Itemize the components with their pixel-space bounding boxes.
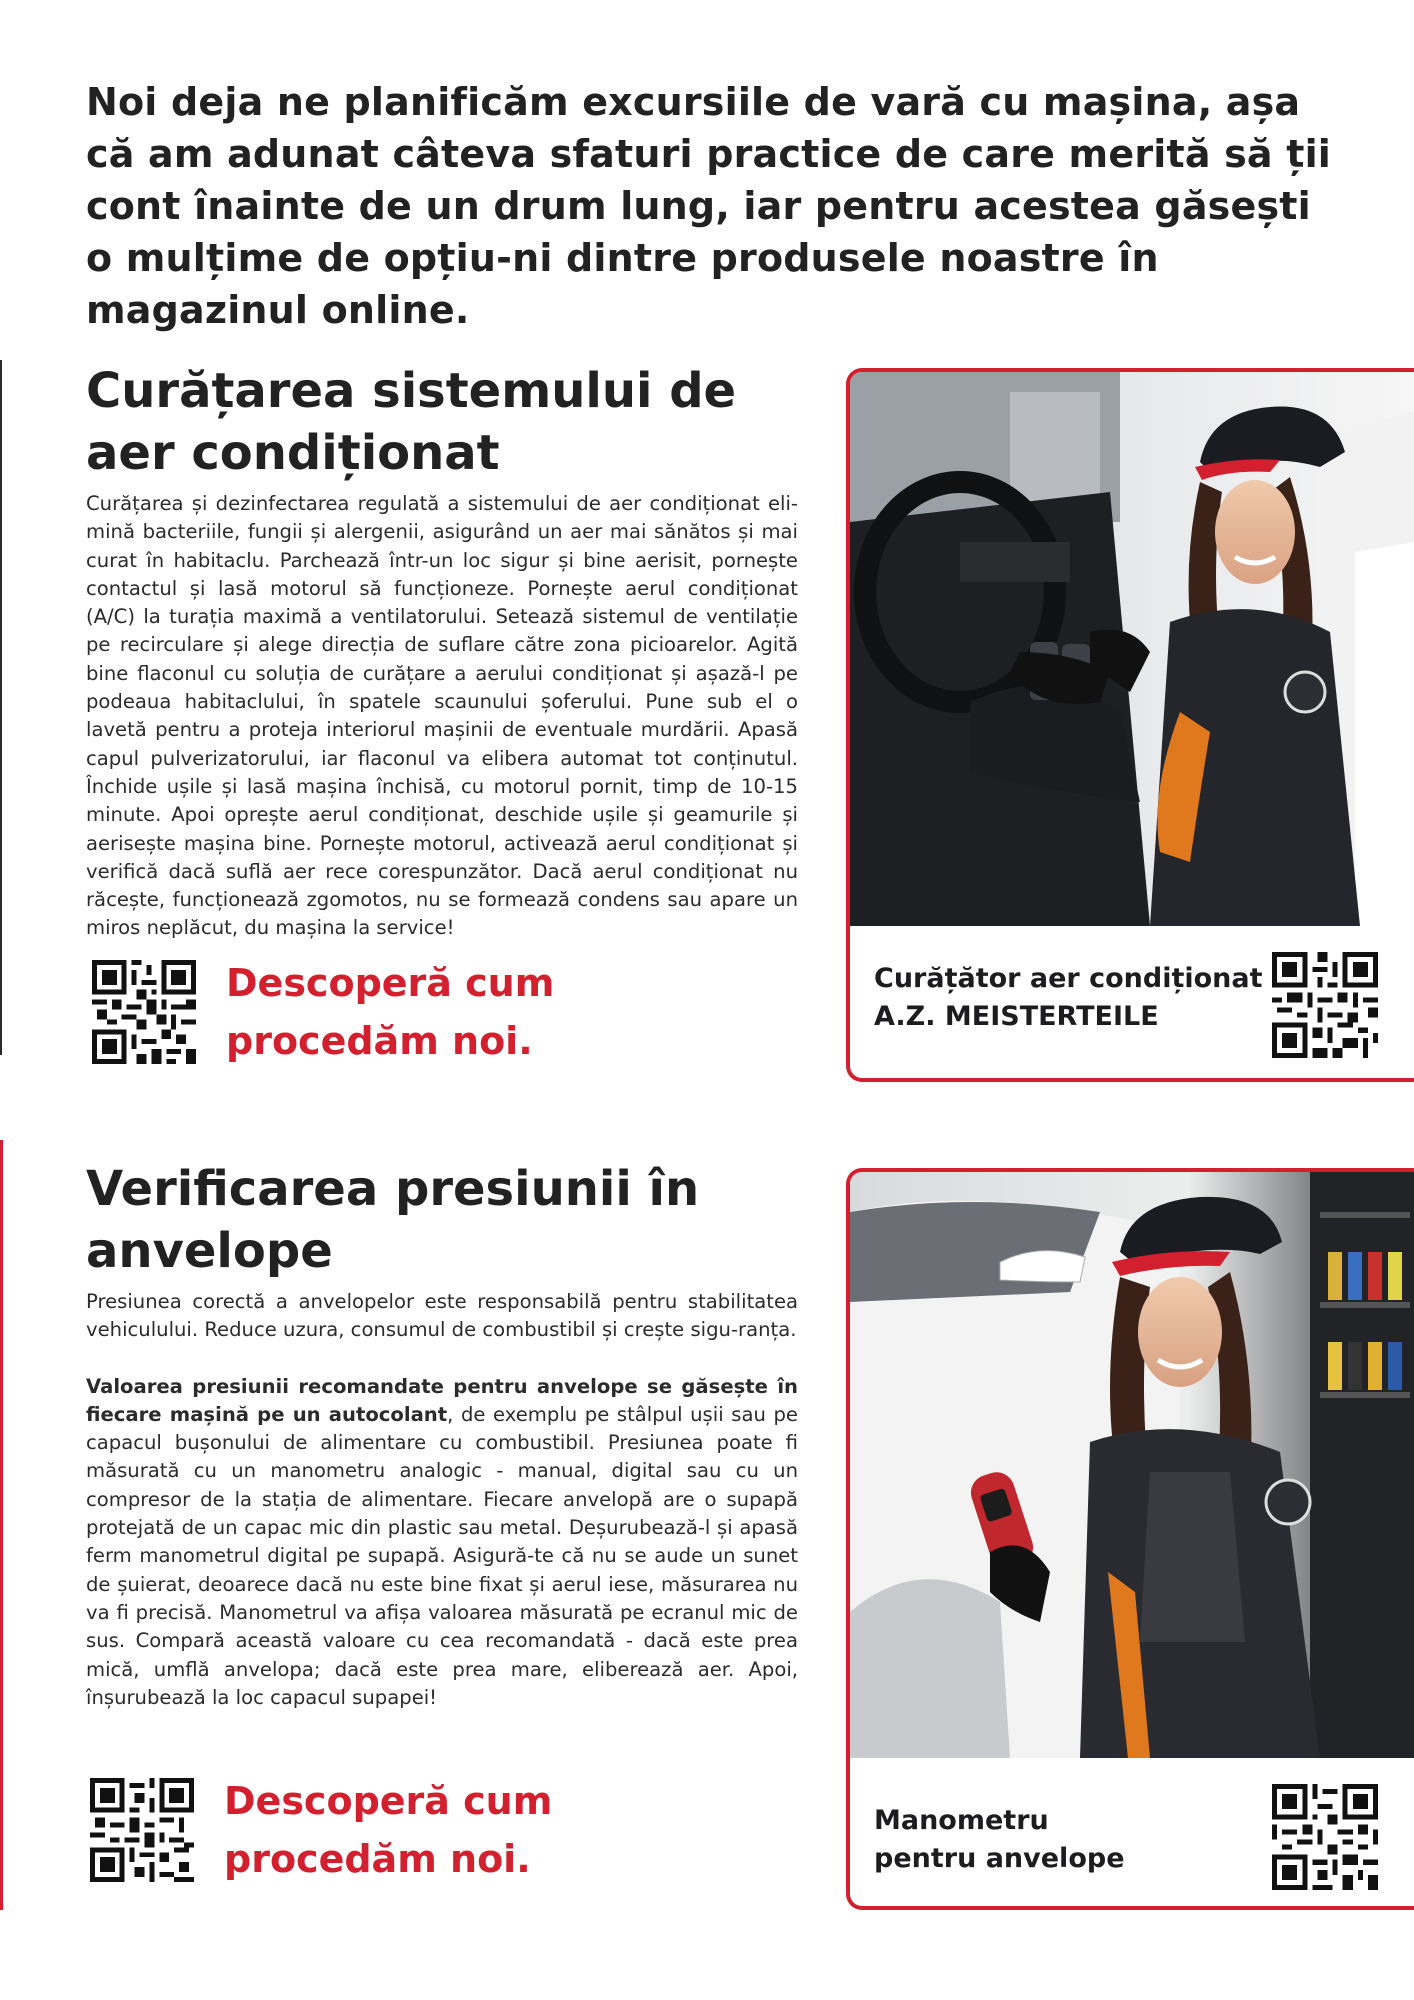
cta-line-1[interactable]: Descoperă cum (224, 1779, 553, 1823)
body-bold-text: Valoarea presiunii recomandate pentru anvelope se găsește în fiecare mașină pe un autocolant (86, 1374, 798, 1426)
product-name-tire-gauge[interactable] (874, 1802, 1125, 1878)
intro-text: Noi deja ne planificăm excursiile de vară cu mașina, așa că am adunat câteva sfaturi practice de care merită să ții cont înainte de un drum lung, iar pentru acestea găsești o mulțime de opțiu-ni dintre produsele noastre în magazinul online. (86, 80, 1332, 332)
section-body-ac-cleaning (86, 490, 798, 943)
discover-link-tire-pressure[interactable] (90, 1772, 552, 1888)
qr-code-icon[interactable] (1272, 952, 1378, 1058)
body-paragraph-2 (86, 1373, 798, 1713)
body-paragraph: Curățarea și dezinfectarea regulată a sistemului de aer condiționat eli-mină bacteriile, fungii și alergenii, asigurând un aer mai sănătos și mai curat în habitaclu. Parchează într-un loc sigur și bine aerisit, pornește contactul și lasă motorul să funcționeze. Pornește aerul condiționat (A/C) la turația maximă a ventilatorului. Setează sistemul de ventilație pe recirculare și alege direcția de suflare către zona picioarelor. Agită bine flaconul cu soluția de curățare a aerului condiționat și așază-l pe podeaua habitaclului, în spatele scaunului șoferului. Pune sub el o lavetă pentru a proteja interiorul mașinii de eventuale murdării. Apasă capul pulverizatorului, iar flaconul va elibera automat tot conținutul. Închide ușile și lasă mașina închisă, cu motorul pornit, timp de 10-15 minute. Apoi oprește aerul condiționat, deschide ușile și geamurile și aerisește mașina bine. Pornește motorul, activează aerul condiționat și verifică dacă suflă aer rece corespunzător. Dacă aerul condiționat nu răcește, funcționează zgomotos, nu se formează condens sau apare un miros neplăcut, du mașina la service! (86, 492, 798, 940)
discover-text[interactable] (224, 1772, 552, 1888)
cta-line-2[interactable]: procedăm noi. (226, 1019, 533, 1063)
body-regular-text: , de exemplu pe stâlpul ușii sau pe capacul bușonului de alimentare cu combustibil. Presiunea poate fi măsurată cu un manometru analogic - manual, digital sau cu un compresor de la stația de alimentare. Fiecare anvelopă are o supapă protejată de un capac mic din plastic sau metal. Deșurubează-l și apasă ferm manometrul digital pe supapă. Asigură-te că nu se aude un sunet de șuierat, deoarece dacă nu este bine fixat și aerul iese, măsurarea nu va fi precisă. Manometrul va afișa valoarea măsurată pe ecranul mic de sus. Compară această valoare cu cea recomandată - dacă este prea mică, umflă anvelopa; dacă este prea mare, eliberează aer. Apoi, înșurubează la loc capacul supapei! (86, 1402, 798, 1709)
qr-code-icon[interactable] (1272, 1784, 1378, 1890)
side-accent-line-bottom (0, 1140, 3, 1910)
section-title-ac-cleaning: Curățarea sistemului de aer condiționat (86, 363, 737, 481)
qr-code-icon[interactable] (92, 960, 196, 1064)
product-name-line-1[interactable]: Curățător aer condiționat (874, 963, 1263, 994)
product-card-tire-gauge[interactable] (846, 1168, 1414, 1910)
product-name-line-1[interactable]: Manometru (874, 1805, 1049, 1836)
product-name-line-2[interactable]: A.Z. MEISTERTEILE (874, 1001, 1159, 1032)
product-card-footer (850, 926, 1414, 1076)
product-card-footer (850, 1758, 1414, 1908)
side-accent-line-top (0, 360, 2, 1055)
photo-woman-in-car-with-cleaner (850, 372, 1414, 926)
section-body-tire-pressure (86, 1288, 798, 1712)
body-paragraph-1: Presiunea corectă a anvelopelor este responsabilă pentru stabilitatea vehiculului. Reduce uzura, consumul de combustibil și crește sigu-ranța. (86, 1290, 798, 1342)
product-card-ac-cleaner[interactable] (846, 368, 1414, 1082)
product-name-line-2[interactable]: pentru anvelope (874, 1843, 1125, 1874)
cta-line-2[interactable]: procedăm noi. (224, 1837, 531, 1881)
section-title-tire-pressure: Verificarea presiunii în anvelope (86, 1161, 700, 1279)
discover-link-ac-cleaning[interactable] (92, 954, 554, 1070)
section-ac-cleaning (86, 360, 798, 943)
discover-text[interactable] (226, 954, 554, 1070)
cta-line-1[interactable]: Descoperă cum (226, 961, 555, 1005)
qr-code-icon[interactable] (90, 1778, 194, 1882)
photo-woman-with-tire-gauge (850, 1172, 1414, 1758)
product-name-ac-cleaner[interactable] (874, 960, 1263, 1036)
section-tire-pressure (86, 1158, 798, 1712)
